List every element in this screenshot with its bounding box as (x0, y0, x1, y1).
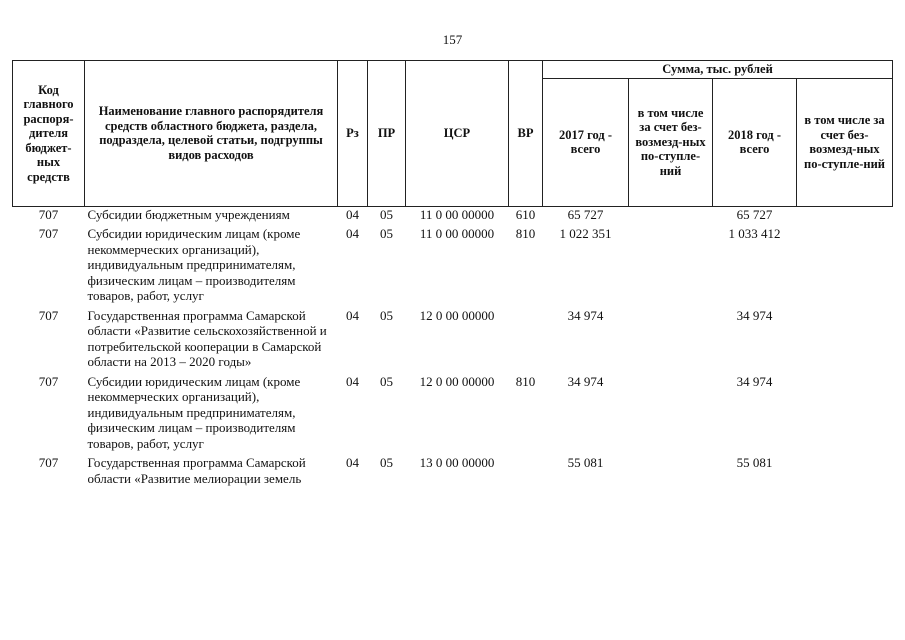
cell-name: Субсидии юридическим лицам (кроме некоммерческих организаций), индивидуальным предпринимателям, физическим лицам – производителям товаров, работ, услуг (87, 373, 301, 451)
cell-sum-2018: 34 974 (736, 307, 773, 323)
cell-csr: 11 0 00 00000 (419, 206, 495, 222)
header-code: Код главного распоря-дителя бюджет-ных средств (13, 61, 85, 207)
cell-code: 707 (38, 307, 59, 323)
cell-pr: 05 (380, 307, 393, 323)
header-pr: ПР (368, 61, 406, 207)
cell-sum-2017: 65 727 (567, 206, 604, 222)
cell-grant-2017 (629, 308, 713, 374)
cell-csr: 12 0 00 00000 (419, 307, 495, 323)
cell-sum-2017: 1 022 351 (559, 226, 612, 241)
table-row (13, 455, 893, 490)
table-row (13, 226, 893, 308)
cell-sum-2017: 55 081 (567, 455, 604, 470)
header-vr: ВР (509, 61, 543, 207)
cell-name: Субсидии бюджетным учреждениям (87, 206, 290, 222)
cell-grant-2017 (629, 374, 713, 456)
cell-name: Субсидии юридическим лицам (кроме некоммерческих организаций), индивидуальным предпринимателям, физическим лицам – производителям товаров, работ, услуг (87, 226, 301, 303)
header-2018-total: 2018 год - всего (713, 78, 797, 206)
table-row (13, 206, 893, 226)
cell-rz: 04 (346, 373, 359, 389)
cell-grant-2018 (797, 455, 893, 490)
cell-rz: 04 (346, 455, 359, 470)
cell-grant-2018 (797, 374, 893, 456)
header-2017-grant: в том числе за счет без-возмезд-ных по-ступле-ний (629, 78, 713, 206)
cell-code: 707 (38, 373, 59, 389)
cell-pr: 05 (380, 206, 393, 222)
header-sum-group: Сумма, тыс. рублей (543, 61, 893, 79)
cell-name: Государственная программа Самарской области «Развитие сельскохозяйственной и потребительской кооперации в Самарской области на 2013 – 2020 годы» (87, 307, 327, 369)
cell-sum-2018: 65 727 (736, 206, 773, 222)
cell-csr: 13 0 00 00000 (419, 455, 495, 470)
header-csr: ЦСР (406, 61, 509, 207)
table-row (13, 308, 893, 374)
cell-name: Государственная программа Самарской области «Развитие мелиорации земель (87, 455, 306, 486)
cell-pr: 05 (380, 226, 393, 241)
cell-code: 707 (38, 455, 59, 470)
table-row (13, 374, 893, 456)
cell-vr: 810 (515, 226, 536, 241)
budget-table (12, 60, 893, 490)
cell-csr: 12 0 00 00000 (419, 373, 495, 389)
cell-vr: 610 (515, 206, 536, 222)
cell-grant-2017 (629, 206, 713, 226)
cell-sum-2017: 34 974 (567, 373, 604, 389)
cell-sum-2018: 34 974 (736, 373, 773, 389)
cell-pr: 05 (380, 455, 393, 470)
cell-grant-2017 (629, 455, 713, 490)
header-rz: Рз (338, 61, 368, 207)
cell-code: 707 (38, 226, 59, 241)
cell-vr (509, 455, 543, 490)
cell-rz: 04 (346, 307, 359, 323)
cell-csr: 11 0 00 00000 (419, 226, 495, 241)
cell-rz: 04 (346, 226, 359, 241)
header-name: Наименование главного распорядителя средств областного бюджета, раздела, подраздела, целевой статьи, подгруппы видов расходов (85, 61, 338, 207)
header-2017-total: 2017 год - всего (543, 78, 629, 206)
cell-vr (509, 308, 543, 374)
cell-grant-2018 (797, 308, 893, 374)
cell-grant-2018 (797, 206, 893, 226)
cell-pr: 05 (380, 373, 393, 389)
cell-vr: 810 (515, 373, 536, 389)
page-number: 157 (442, 32, 463, 47)
header-2018-grant: в том числе за счет без-возмезд-ных по-ступле-ний (797, 78, 893, 206)
cell-sum-2018: 55 081 (736, 455, 773, 470)
cell-sum-2018: 1 033 412 (728, 226, 781, 241)
cell-rz: 04 (346, 206, 359, 222)
cell-code: 707 (38, 206, 59, 222)
cell-grant-2018 (797, 226, 893, 308)
cell-grant-2017 (629, 226, 713, 308)
cell-sum-2017: 34 974 (567, 307, 604, 323)
